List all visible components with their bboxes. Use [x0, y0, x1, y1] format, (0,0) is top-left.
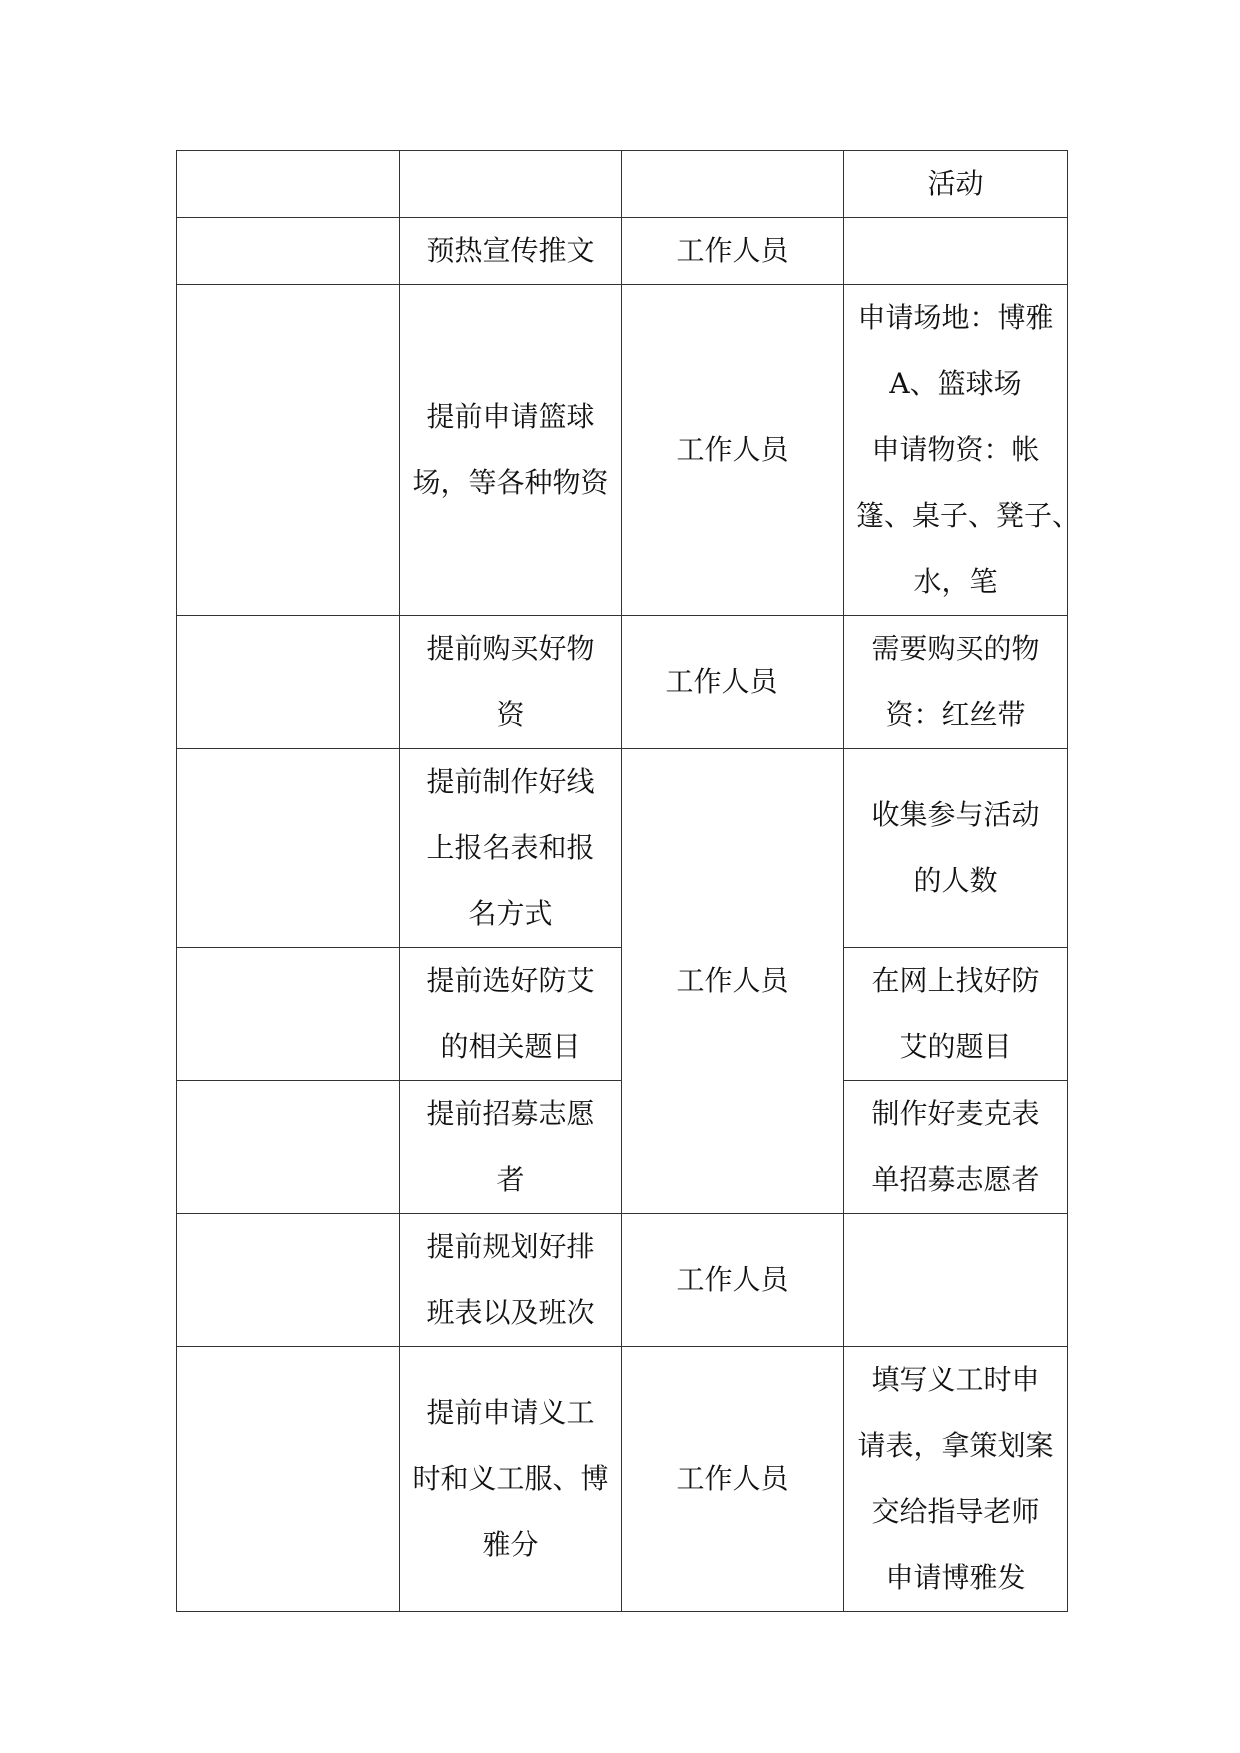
cell-text: 工作人员 — [676, 1462, 789, 1495]
cell-text: 工作人员 — [676, 234, 789, 267]
cell-text: 的人数 — [913, 864, 998, 897]
cell-text: 预热宣传推文 — [426, 234, 595, 267]
table-cell — [177, 1081, 400, 1214]
table-cell — [844, 151, 1068, 218]
table-row — [177, 616, 1068, 749]
table-cell — [400, 749, 622, 948]
activity-plan-table — [176, 150, 1081, 1612]
cell-text: 请表，拿策划案 — [857, 1429, 1054, 1462]
table-cell — [400, 285, 622, 616]
cell-text: 填写义工时申 — [871, 1363, 1040, 1396]
table-cell — [844, 616, 1068, 749]
table-cell — [844, 1081, 1068, 1214]
cell-text: 提前制作好线 — [426, 765, 595, 798]
cell-text: 工作人员 — [676, 964, 789, 997]
cell-text: 申请物资：帐 — [871, 433, 1040, 466]
table-cell — [400, 151, 622, 218]
cell-text: 需要购买的物 — [871, 632, 1040, 665]
cell-text: 申请博雅发 — [885, 1561, 1026, 1594]
cell-text: 提前规划好排 — [426, 1230, 595, 1263]
table-cell — [177, 1347, 400, 1612]
table-cell — [622, 749, 844, 1214]
cell-text: 上报名表和报 — [426, 831, 595, 864]
table-cell — [400, 616, 622, 749]
cell-text: 的相关题目 — [440, 1030, 581, 1063]
cell-text: 工作人员 — [676, 433, 789, 466]
table-cell — [844, 1214, 1068, 1347]
table-cell — [622, 218, 844, 285]
cell-text: 收集参与活动 — [871, 798, 1040, 831]
table-cell — [400, 1214, 622, 1347]
table-cell — [177, 285, 400, 616]
cell-text: 提前选好防艾 — [426, 964, 595, 997]
cell-text: 申请场地：博雅 — [857, 301, 1054, 334]
table-cell — [622, 285, 844, 616]
table-cell — [400, 948, 622, 1081]
table-cell — [177, 948, 400, 1081]
table-row — [177, 1347, 1068, 1612]
cell-text: 单招募志愿者 — [871, 1163, 1040, 1196]
cell-text: A、篮球场 — [889, 367, 1022, 400]
table-row — [177, 218, 1068, 285]
cell-text: 提前购买好物 — [426, 632, 595, 665]
table-cell — [177, 218, 400, 285]
table-cell — [622, 1214, 844, 1347]
table-cell — [177, 1214, 400, 1347]
table-cell — [844, 218, 1068, 285]
cell-text: 工作人员 — [676, 1263, 789, 1296]
table-cell — [177, 749, 400, 948]
cell-text: 资：红丝带 — [885, 698, 1026, 731]
cell-text: 时和义工服、博 — [412, 1462, 609, 1495]
cell-text: 在网上找好防 — [871, 964, 1040, 997]
cell-text: 工作人员 — [665, 665, 778, 698]
cell-text: 名方式 — [468, 897, 553, 930]
cell-text: 班表以及班次 — [426, 1296, 595, 1329]
table-cell — [400, 1347, 622, 1612]
table-cell — [400, 1081, 622, 1214]
table-cell — [400, 218, 622, 285]
table-cell — [844, 285, 1081, 616]
cell-text: 提前招募志愿 — [426, 1097, 595, 1130]
table-row — [177, 285, 1068, 616]
cell-text: 篷、桌子、凳子、 — [856, 499, 1081, 532]
cell-text: 提前申请义工 — [426, 1396, 595, 1429]
table-cell — [177, 151, 400, 218]
cell-text: 场，等各种物资 — [412, 466, 609, 499]
table-cell — [622, 151, 844, 218]
table-row — [177, 1214, 1068, 1347]
cell-text: 活动 — [927, 167, 984, 200]
table-cell — [844, 749, 1068, 948]
cell-text: 水，笔 — [913, 565, 998, 598]
table-cell — [622, 616, 844, 749]
cell-text: 资 — [496, 698, 525, 731]
cell-text: 艾的题目 — [899, 1030, 1012, 1063]
table-cell — [844, 1347, 1068, 1612]
table-row — [177, 749, 1068, 948]
cell-text: 交给指导老师 — [871, 1495, 1040, 1528]
table-cell — [622, 1347, 844, 1612]
cell-text: 者 — [496, 1163, 525, 1196]
table-row — [177, 151, 1068, 218]
cell-text: 雅分 — [482, 1528, 539, 1561]
table-cell — [844, 948, 1068, 1081]
cell-text: 制作好麦克表 — [871, 1097, 1040, 1130]
cell-text: 提前申请篮球 — [426, 400, 595, 433]
table-cell — [177, 616, 400, 749]
